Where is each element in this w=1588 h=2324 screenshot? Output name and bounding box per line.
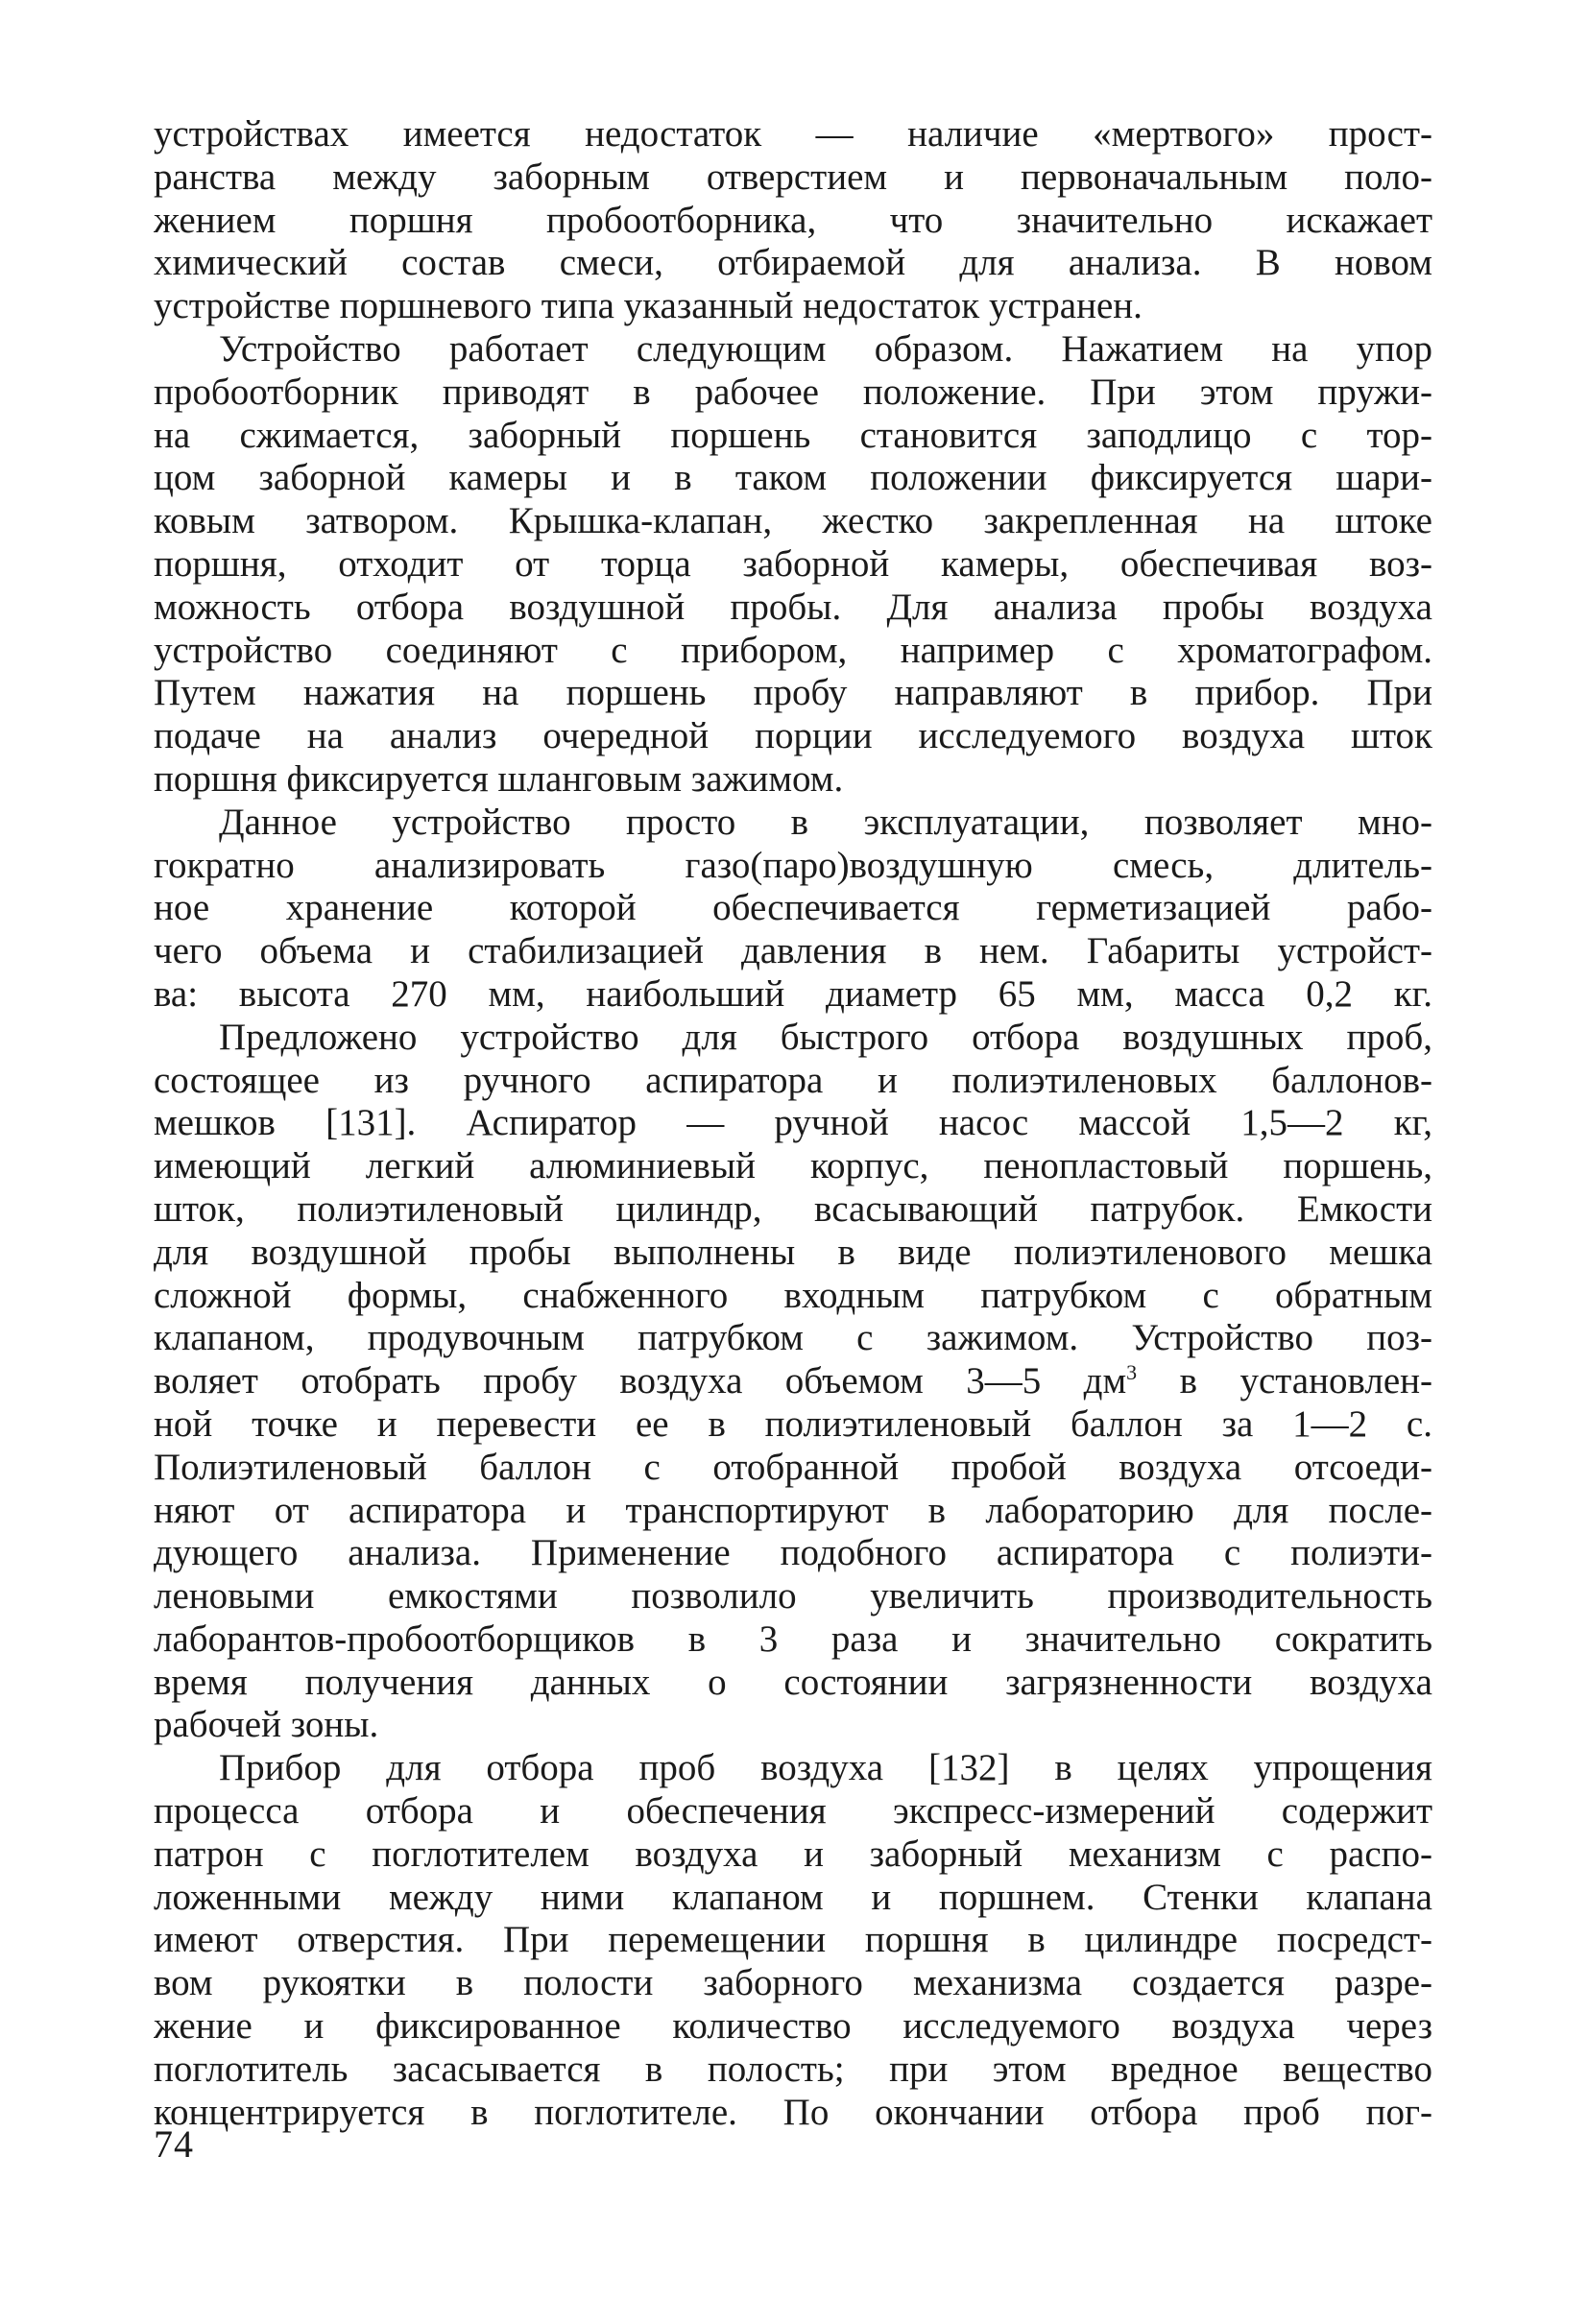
text-line: время получения данных о состоянии загрязненности воздуха	[154, 1661, 1432, 1703]
text-line: гократно анализировать газо(паро)воздушную смесь, длитель-	[154, 844, 1432, 886]
text-line: ковым затвором. Крышка-клапан, жестко закрепленная на штоке	[154, 500, 1432, 542]
text-line: леновыми емкостями позволило увеличить производительность	[154, 1575, 1432, 1617]
text-line: Полиэтиленовый баллон с отобранной пробой воздуха отсоеди-	[154, 1446, 1432, 1488]
text-line: Путем нажатия на поршень пробу направляют в прибор. При	[154, 672, 1432, 714]
paragraph-1	[154, 113, 1432, 328]
text-line: дующего анализа. Применение подобного аспиратора с полиэти-	[154, 1532, 1432, 1574]
text-line: шток, полиэтиленовый цилиндр, всасывающий патрубок. Емкости	[154, 1187, 1432, 1230]
text-line: сложной формы, снабженного входным патрубком с обратным	[154, 1274, 1432, 1316]
text-line: устройстве поршневого типа указанный недостаток устранен.	[154, 285, 1143, 327]
text-line: Прибор для отбора проб воздуха [132] в целях упрощения	[219, 1747, 1432, 1789]
text-line: мешков [131]. Аспиратор — ручной насос массой 1,5—2 кг,	[154, 1102, 1432, 1144]
text-line: подаче на анализ очередной порции исследуемого воздуха шток	[154, 715, 1432, 757]
text-line: жение и фиксированное количество исследуемого воздуха через	[154, 2005, 1432, 2048]
text-line: Предложено устройство для быстрого отбора воздушных проб,	[219, 1016, 1432, 1058]
text-line: для воздушной пробы выполнены в виде полиэтиленового мешка	[154, 1231, 1432, 1273]
paragraph-2	[154, 328, 1432, 802]
page-number: 74	[154, 2122, 194, 2166]
superscript: 3	[1126, 1360, 1138, 1385]
text-fragment: воляет отобрать пробу воздуха объемом 3—5 дм	[154, 1360, 1127, 1402]
text-line: вом рукоятки в полости заборного механизма создается разре-	[154, 1962, 1432, 2004]
text-line: Данное устройство просто в эксплуатации, позволяет мно-	[219, 801, 1432, 843]
text-line: химический состав смеси, отбираемой для анализа. В новом	[154, 242, 1432, 284]
text-line: процесса отбора и обеспечения экспресс-измерений содержит	[154, 1790, 1432, 1833]
text-fragment: в установлен-	[1137, 1360, 1432, 1402]
text-line: можность отбора воздушной пробы. Для анализа пробы воздуха	[154, 586, 1432, 628]
text-line-with-superscript	[154, 1360, 1432, 1403]
text-line: на сжимается, заборный поршень становится заподлицо с тор-	[154, 414, 1432, 456]
text-line: ной точке и перевести ее в полиэтиленовый баллон за 1—2 с.	[154, 1402, 1432, 1445]
text-line: поглотитель засасывается в полость; при этом вредное вещество	[154, 2048, 1432, 2090]
text-line: состоящее из ручного аспиратора и полиэтиленовых баллонов-	[154, 1059, 1432, 1101]
text-line: рабочей зоны.	[154, 1704, 379, 1746]
text-line: няют от аспиратора и транспортируют в лабораторию для после-	[154, 1489, 1432, 1531]
text-line: устройствах имеется недостаток — наличие «мертвого» прост-	[154, 113, 1432, 155]
text-line: имеющий легкий алюминиевый корпус, пенопластовый поршень,	[154, 1145, 1432, 1187]
paragraph-3	[154, 802, 1432, 1017]
text-line: поршня, отходит от торца заборной камеры, обеспечивая воз-	[154, 542, 1432, 585]
text-line: чего объема и стабилизацией давления в нем. Габариты устройст-	[154, 930, 1432, 972]
text-line: концентрируется в поглотителе. По окончании отбора проб пог-	[154, 2091, 1432, 2133]
text-line: ное хранение которой обеспечивается герметизацией рабо-	[154, 887, 1432, 929]
text-line: патрон с поглотителем воздуха и заборный механизм с распо-	[154, 1833, 1432, 1875]
text-line: цом заборной камеры и в таком положении фиксируется шари-	[154, 457, 1432, 499]
text-line: пробоотборник приводят в рабочее положение. При этом пружи-	[154, 371, 1432, 413]
paragraph-4	[154, 1017, 1432, 1748]
paragraph-5	[154, 1747, 1432, 2134]
text-line: жением поршня пробоотборника, что значительно искажает	[154, 199, 1432, 241]
page-body	[154, 113, 1432, 2134]
text-line: лаборантов-пробоотборщиков в 3 раза и значительно сократить	[154, 1617, 1432, 1660]
text-line: клапаном, продувочным патрубком с зажимом. Устройство поз-	[154, 1317, 1432, 1359]
text-line: устройство соединяют с прибором, например с хроматографом.	[154, 629, 1432, 671]
text-line: поршня фиксируется шланговым зажимом.	[154, 757, 844, 800]
text-line: ва: высота 270 мм, наибольший диаметр 65 мм, масса 0,2 кг.	[154, 972, 1432, 1015]
text-line: ложенными между ними клапаном и поршнем. Стенки клапана	[154, 1876, 1432, 1918]
text-line: Устройство работает следующим образом. Нажатием на упор	[219, 327, 1432, 370]
text-line: имеют отверстия. При перемещении поршня в цилиндре посредст-	[154, 1919, 1432, 1961]
text-line: ранства между заборным отверстием и первоначальным поло-	[154, 156, 1432, 198]
